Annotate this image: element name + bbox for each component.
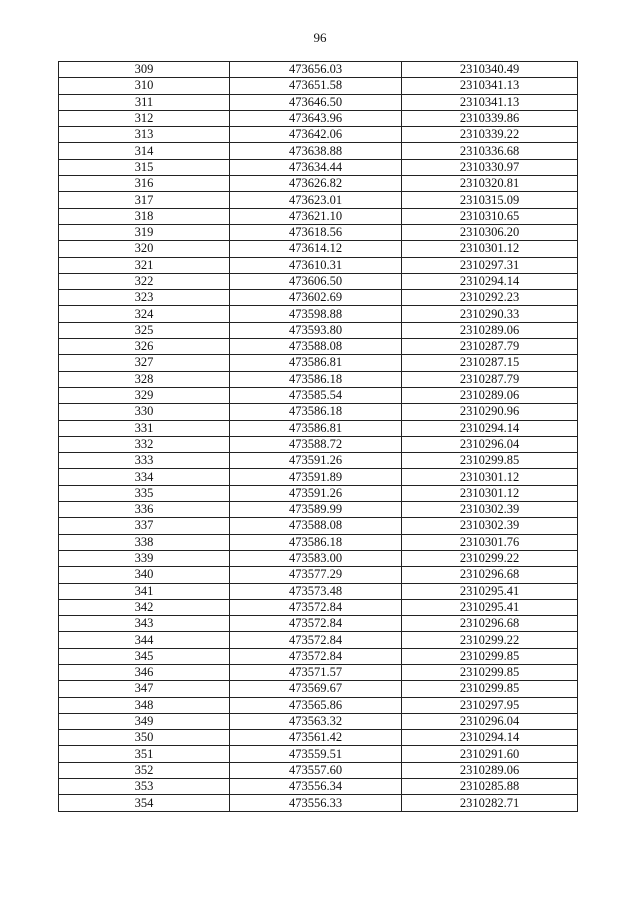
y-coordinate-cell: 2310289.06 <box>402 387 578 403</box>
table-row <box>59 192 578 208</box>
y-coordinate-cell: 2310296.68 <box>402 567 578 583</box>
point-number-cell: 316 <box>59 176 230 192</box>
table-row <box>59 110 578 126</box>
table-row <box>59 779 578 795</box>
table-row <box>59 762 578 778</box>
table-row <box>59 453 578 469</box>
y-coordinate-cell: 2310290.96 <box>402 404 578 420</box>
point-number-cell: 331 <box>59 420 230 436</box>
table-row <box>59 697 578 713</box>
x-coordinate-cell: 473623.01 <box>230 192 402 208</box>
y-coordinate-cell: 2310295.41 <box>402 599 578 615</box>
table-row <box>59 681 578 697</box>
y-coordinate-cell: 2310306.20 <box>402 224 578 240</box>
point-number-cell: 350 <box>59 730 230 746</box>
table-row <box>59 616 578 632</box>
table-row <box>59 127 578 143</box>
point-number-cell: 341 <box>59 583 230 599</box>
y-coordinate-cell: 2310336.68 <box>402 143 578 159</box>
x-coordinate-cell: 473614.12 <box>230 241 402 257</box>
y-coordinate-cell: 2310299.85 <box>402 681 578 697</box>
table-row <box>59 730 578 746</box>
page-number: 96 <box>313 30 327 45</box>
x-coordinate-cell: 473557.60 <box>230 762 402 778</box>
table-row <box>59 306 578 322</box>
y-coordinate-cell: 2310296.68 <box>402 616 578 632</box>
table-row <box>59 583 578 599</box>
point-number-cell: 325 <box>59 322 230 338</box>
point-number-cell: 327 <box>59 355 230 371</box>
x-coordinate-cell: 473591.89 <box>230 469 402 485</box>
point-number-cell: 340 <box>59 567 230 583</box>
table-row <box>59 485 578 501</box>
x-coordinate-cell: 473565.86 <box>230 697 402 713</box>
y-coordinate-cell: 2310289.06 <box>402 322 578 338</box>
x-coordinate-cell: 473589.99 <box>230 502 402 518</box>
table-row <box>59 241 578 257</box>
x-coordinate-cell: 473586.18 <box>230 404 402 420</box>
x-coordinate-cell: 473656.03 <box>230 62 402 78</box>
table-row <box>59 550 578 566</box>
y-coordinate-cell: 2310292.23 <box>402 290 578 306</box>
y-coordinate-cell: 2310320.81 <box>402 176 578 192</box>
y-coordinate-cell: 2310287.15 <box>402 355 578 371</box>
table-row <box>59 94 578 110</box>
table-row <box>59 208 578 224</box>
table-row <box>59 713 578 729</box>
y-coordinate-cell: 2310330.97 <box>402 159 578 175</box>
y-coordinate-cell: 2310301.76 <box>402 534 578 550</box>
x-coordinate-cell: 473563.32 <box>230 713 402 729</box>
table-row <box>59 273 578 289</box>
table-row <box>59 62 578 78</box>
table-row <box>59 176 578 192</box>
point-number-cell: 335 <box>59 485 230 501</box>
x-coordinate-cell: 473651.58 <box>230 78 402 94</box>
x-coordinate-cell: 473583.00 <box>230 550 402 566</box>
table-row <box>59 404 578 420</box>
table-row <box>59 224 578 240</box>
y-coordinate-cell: 2310287.79 <box>402 339 578 355</box>
y-coordinate-cell: 2310294.14 <box>402 730 578 746</box>
y-coordinate-cell: 2310289.06 <box>402 762 578 778</box>
table-row <box>59 420 578 436</box>
point-number-cell: 351 <box>59 746 230 762</box>
point-number-cell: 349 <box>59 713 230 729</box>
x-coordinate-cell: 473586.18 <box>230 534 402 550</box>
x-coordinate-cell: 473569.67 <box>230 681 402 697</box>
point-number-cell: 334 <box>59 469 230 485</box>
y-coordinate-cell: 2310340.49 <box>402 62 578 78</box>
y-coordinate-cell: 2310299.85 <box>402 664 578 680</box>
point-number-cell: 332 <box>59 436 230 452</box>
point-number-cell: 311 <box>59 94 230 110</box>
x-coordinate-cell: 473577.29 <box>230 567 402 583</box>
point-number-cell: 322 <box>59 273 230 289</box>
point-number-cell: 309 <box>59 62 230 78</box>
y-coordinate-cell: 2310285.88 <box>402 779 578 795</box>
point-number-cell: 329 <box>59 387 230 403</box>
point-number-cell: 330 <box>59 404 230 420</box>
x-coordinate-cell: 473588.08 <box>230 339 402 355</box>
x-coordinate-cell: 473591.26 <box>230 485 402 501</box>
point-number-cell: 314 <box>59 143 230 159</box>
y-coordinate-cell: 2310315.09 <box>402 192 578 208</box>
x-coordinate-cell: 473573.48 <box>230 583 402 599</box>
x-coordinate-cell: 473598.88 <box>230 306 402 322</box>
coordinates-table-body <box>59 62 578 812</box>
point-number-cell: 337 <box>59 518 230 534</box>
y-coordinate-cell: 2310299.22 <box>402 550 578 566</box>
point-number-cell: 321 <box>59 257 230 273</box>
point-number-cell: 343 <box>59 616 230 632</box>
table-row <box>59 648 578 664</box>
table-row <box>59 387 578 403</box>
point-number-cell: 313 <box>59 127 230 143</box>
x-coordinate-cell: 473561.42 <box>230 730 402 746</box>
table-row <box>59 371 578 387</box>
point-number-cell: 348 <box>59 697 230 713</box>
y-coordinate-cell: 2310287.79 <box>402 371 578 387</box>
x-coordinate-cell: 473643.96 <box>230 110 402 126</box>
x-coordinate-cell: 473586.81 <box>230 420 402 436</box>
y-coordinate-cell: 2310295.41 <box>402 583 578 599</box>
x-coordinate-cell: 473646.50 <box>230 94 402 110</box>
y-coordinate-cell: 2310339.22 <box>402 127 578 143</box>
table-row <box>59 567 578 583</box>
x-coordinate-cell: 473556.34 <box>230 779 402 795</box>
y-coordinate-cell: 2310341.13 <box>402 78 578 94</box>
y-coordinate-cell: 2310296.04 <box>402 436 578 452</box>
y-coordinate-cell: 2310294.14 <box>402 273 578 289</box>
x-coordinate-cell: 473642.06 <box>230 127 402 143</box>
table-row <box>59 322 578 338</box>
point-number-cell: 310 <box>59 78 230 94</box>
table-row <box>59 355 578 371</box>
table-row <box>59 257 578 273</box>
y-coordinate-cell: 2310301.12 <box>402 485 578 501</box>
table-row <box>59 664 578 680</box>
x-coordinate-cell: 473618.56 <box>230 224 402 240</box>
x-coordinate-cell: 473588.08 <box>230 518 402 534</box>
table-row <box>59 534 578 550</box>
x-coordinate-cell: 473585.54 <box>230 387 402 403</box>
point-number-cell: 328 <box>59 371 230 387</box>
y-coordinate-cell: 2310299.85 <box>402 648 578 664</box>
point-number-cell: 318 <box>59 208 230 224</box>
table-row <box>59 159 578 175</box>
x-coordinate-cell: 473556.33 <box>230 795 402 811</box>
y-coordinate-cell: 2310302.39 <box>402 518 578 534</box>
x-coordinate-cell: 473591.26 <box>230 453 402 469</box>
coordinates-table <box>58 61 578 812</box>
point-number-cell: 346 <box>59 664 230 680</box>
y-coordinate-cell: 2310297.31 <box>402 257 578 273</box>
y-coordinate-cell: 2310301.12 <box>402 469 578 485</box>
x-coordinate-cell: 473634.44 <box>230 159 402 175</box>
point-number-cell: 342 <box>59 599 230 615</box>
point-number-cell: 339 <box>59 550 230 566</box>
table-row <box>59 469 578 485</box>
point-number-cell: 323 <box>59 290 230 306</box>
y-coordinate-cell: 2310294.14 <box>402 420 578 436</box>
table-row <box>59 339 578 355</box>
table-row <box>59 290 578 306</box>
point-number-cell: 319 <box>59 224 230 240</box>
point-number-cell: 345 <box>59 648 230 664</box>
table-row <box>59 599 578 615</box>
point-number-cell: 333 <box>59 453 230 469</box>
table-row <box>59 632 578 648</box>
point-number-cell: 338 <box>59 534 230 550</box>
x-coordinate-cell: 473586.81 <box>230 355 402 371</box>
point-number-cell: 312 <box>59 110 230 126</box>
point-number-cell: 352 <box>59 762 230 778</box>
x-coordinate-cell: 473610.31 <box>230 257 402 273</box>
x-coordinate-cell: 473572.84 <box>230 632 402 648</box>
point-number-cell: 344 <box>59 632 230 648</box>
x-coordinate-cell: 473586.18 <box>230 371 402 387</box>
x-coordinate-cell: 473626.82 <box>230 176 402 192</box>
point-number-cell: 347 <box>59 681 230 697</box>
y-coordinate-cell: 2310290.33 <box>402 306 578 322</box>
x-coordinate-cell: 473571.57 <box>230 664 402 680</box>
y-coordinate-cell: 2310301.12 <box>402 241 578 257</box>
point-number-cell: 315 <box>59 159 230 175</box>
point-number-cell: 324 <box>59 306 230 322</box>
y-coordinate-cell: 2310310.65 <box>402 208 578 224</box>
y-coordinate-cell: 2310291.60 <box>402 746 578 762</box>
y-coordinate-cell: 2310297.95 <box>402 697 578 713</box>
y-coordinate-cell: 2310302.39 <box>402 502 578 518</box>
y-coordinate-cell: 2310282.71 <box>402 795 578 811</box>
point-number-cell: 320 <box>59 241 230 257</box>
y-coordinate-cell: 2310299.22 <box>402 632 578 648</box>
y-coordinate-cell: 2310341.13 <box>402 94 578 110</box>
x-coordinate-cell: 473606.50 <box>230 273 402 289</box>
x-coordinate-cell: 473593.80 <box>230 322 402 338</box>
y-coordinate-cell: 2310339.86 <box>402 110 578 126</box>
table-row <box>59 143 578 159</box>
point-number-cell: 354 <box>59 795 230 811</box>
table-row <box>59 746 578 762</box>
x-coordinate-cell: 473588.72 <box>230 436 402 452</box>
table-row <box>59 78 578 94</box>
point-number-cell: 317 <box>59 192 230 208</box>
point-number-cell: 353 <box>59 779 230 795</box>
x-coordinate-cell: 473638.88 <box>230 143 402 159</box>
point-number-cell: 336 <box>59 502 230 518</box>
x-coordinate-cell: 473572.84 <box>230 616 402 632</box>
x-coordinate-cell: 473602.69 <box>230 290 402 306</box>
x-coordinate-cell: 473621.10 <box>230 208 402 224</box>
table-row <box>59 795 578 811</box>
x-coordinate-cell: 473559.51 <box>230 746 402 762</box>
table-row <box>59 436 578 452</box>
x-coordinate-cell: 473572.84 <box>230 599 402 615</box>
y-coordinate-cell: 2310299.85 <box>402 453 578 469</box>
table-row <box>59 518 578 534</box>
table-row <box>59 502 578 518</box>
point-number-cell: 326 <box>59 339 230 355</box>
x-coordinate-cell: 473572.84 <box>230 648 402 664</box>
y-coordinate-cell: 2310296.04 <box>402 713 578 729</box>
